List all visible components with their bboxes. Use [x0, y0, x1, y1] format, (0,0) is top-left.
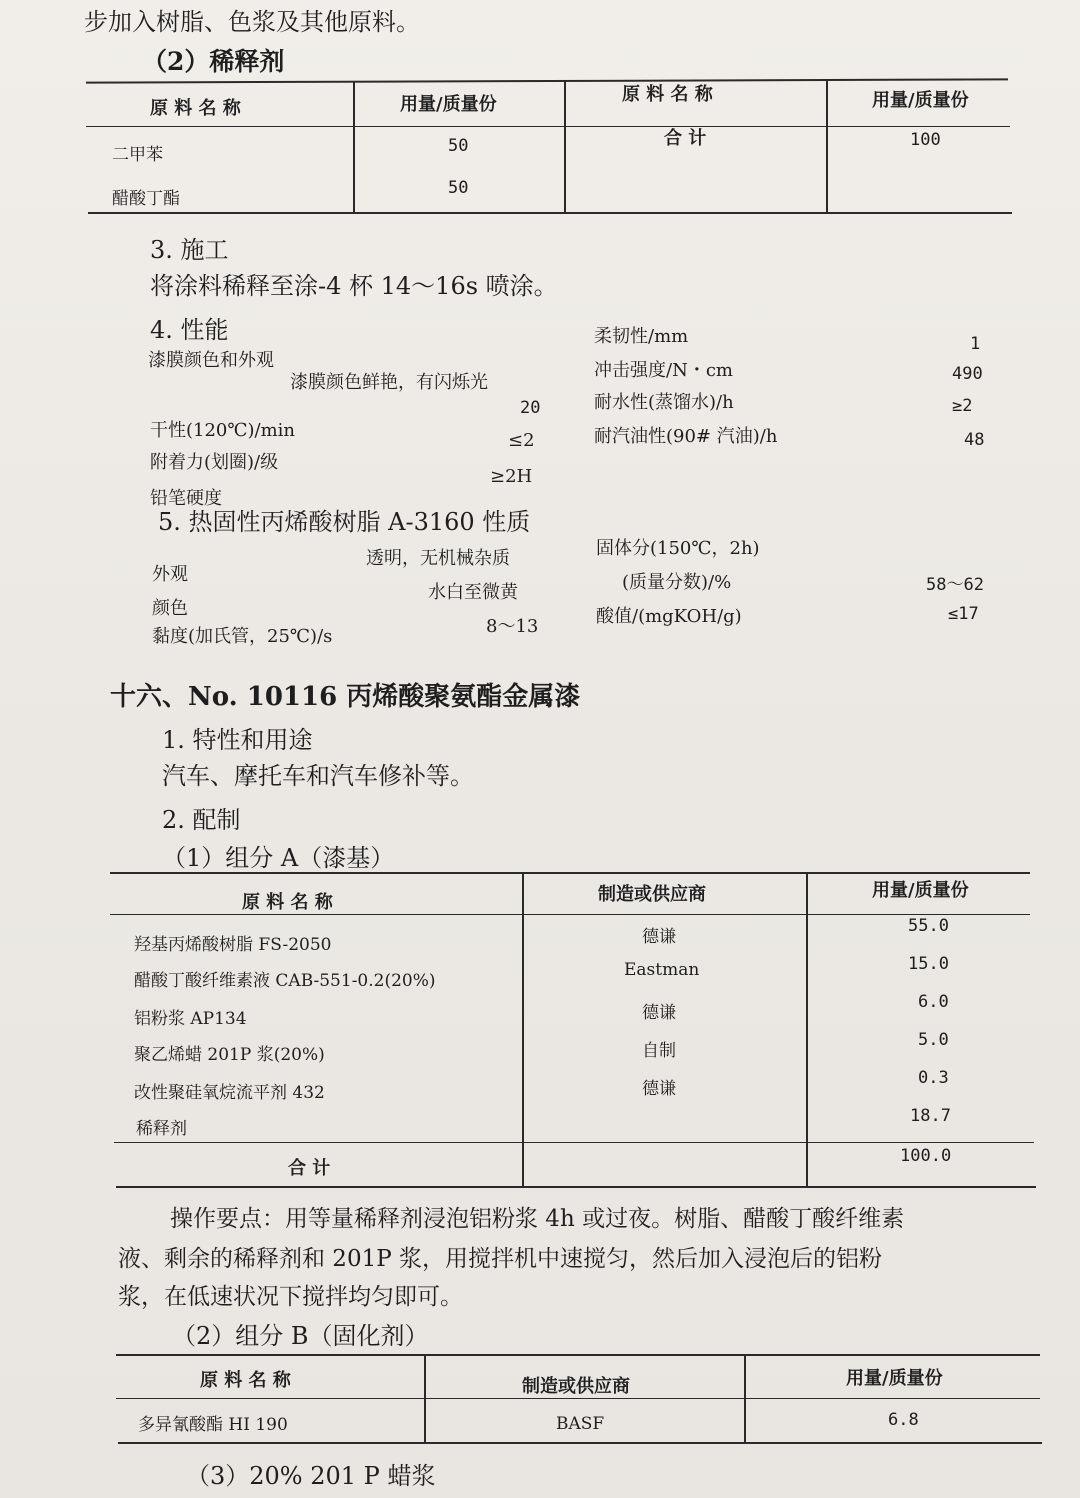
resin-solid-label: 固体分(150℃，2h) [596, 538, 760, 559]
col-header-amount: 用量/质量份 [872, 880, 969, 901]
col-header-name: 原 料 名 称 [150, 98, 241, 119]
col-header-name: 原 料 名 称 [200, 1370, 291, 1391]
table-row-supplier: 自制 [642, 1041, 676, 1061]
table-total-rule [114, 1142, 1034, 1143]
resin-acid-value: ≤17 [948, 604, 979, 624]
usage-heading: 1. 特性和用途 [162, 726, 313, 754]
operation-line-3: 浆，在低速状况下搅拌均匀即可。 [118, 1284, 463, 1310]
operation-line-1: 操作要点：用等量稀释剂浸泡铝粉浆 4h 或过夜。树脂、醋酸丁酸纤维素 [170, 1206, 905, 1232]
perf-right-label: 冲击强度/N・cm [594, 360, 733, 381]
table-row-amount: 6.0 [918, 992, 949, 1012]
resin-solid-label-2: (质量分数)/% [622, 572, 732, 593]
table-row-amount: 55.0 [908, 916, 949, 936]
perf-right-label: 柔韧性/mm [594, 326, 689, 347]
construction-heading: 3. 施工 [150, 236, 229, 264]
perf-dry-label: 干性(120℃)/min [150, 420, 296, 441]
perf-right-label: 耐汽油性(90# 汽油)/h [594, 426, 778, 447]
perf-color-label: 漆膜颜色和外观 [148, 350, 274, 371]
table-header-rule [86, 126, 1010, 127]
col-header-amount: 用量/质量份 [846, 1368, 943, 1389]
table-row-amount: 0.3 [918, 1068, 949, 1088]
table-row-amount: 15.0 [908, 954, 949, 974]
table-bottom-rule [88, 212, 1012, 214]
resin-label: 黏度(加氏管，25℃)/s [152, 626, 333, 647]
resin-solid-value: 58～62 [926, 575, 984, 595]
table-divider [424, 1356, 426, 1442]
section-title: 十六、No. 10116 丙烯酸聚氨酯金属漆 [110, 682, 581, 712]
resin-value: 8～13 [486, 616, 539, 637]
component-b-heading: （2）组分 B（固化剂） [172, 1322, 429, 1350]
table-row-name: 稀释剂 [136, 1119, 187, 1139]
operation-line-2: 液、剩余的稀释剂和 201P 浆，用搅拌机中速搅匀，然后加入浸泡后的铝粉 [118, 1246, 882, 1272]
table-header-rule [110, 914, 1030, 915]
construction-text: 将涂料稀释至涂-4 杯 14～16s 喷涂。 [150, 272, 558, 300]
table-row-name: 羟基丙烯酸树脂 FS-2050 [134, 935, 332, 955]
col-header-amount-2: 用量/质量份 [872, 90, 969, 111]
total-value: 100.0 [900, 1146, 952, 1166]
table-row-name: 二甲苯 [112, 145, 163, 165]
table-row-supplier: 德谦 [642, 1003, 676, 1023]
usage-text: 汽车、摩托车和汽车修补等。 [162, 762, 474, 790]
table-row-name: 醋酸丁酯 [112, 189, 180, 209]
table-row-amount: 50 [448, 178, 469, 198]
table-divider [744, 1356, 746, 1442]
diluent-heading: （2）稀释剂 [142, 47, 285, 76]
resin-label: 外观 [152, 564, 188, 585]
resin-acid-label: 酸值/(mgKOH/g) [596, 606, 742, 627]
prep-heading: 2. 配制 [162, 806, 241, 834]
perf-right-value: 490 [952, 364, 983, 384]
perf-right-value: ≥2 [952, 396, 973, 416]
performance-heading: 4. 性能 [150, 316, 229, 344]
intro-line: 步加入树脂、色浆及其他原料。 [84, 8, 420, 36]
perf-right-value: 48 [964, 430, 985, 450]
table-row-name: 改性聚硅氧烷流平剂 432 [134, 1083, 325, 1103]
total-value: 100 [910, 130, 941, 150]
component-a-heading: （1）组分 A（漆基） [162, 844, 395, 872]
perf-hardness-value: ≥2H [490, 466, 533, 487]
resin-label: 颜色 [152, 598, 188, 619]
table-divider [522, 874, 524, 1186]
perf-adhesion-value: ≤2 [508, 430, 535, 451]
col-header-supplier: 制造或供应商 [598, 884, 706, 905]
table-header-rule [116, 1398, 1040, 1399]
table-row-amount: 18.7 [910, 1106, 951, 1126]
total-label: 合 计 [664, 128, 707, 149]
perf-hardness-label: 铅笔硬度 [150, 488, 222, 509]
wax-heading: （3）20% 201 P 蜡浆 [186, 1462, 436, 1490]
table-row-name: 铝粉浆 AP134 [134, 1009, 247, 1029]
table-row-amount: 6.8 [888, 1410, 919, 1430]
table-row-supplier: 德谦 [642, 927, 676, 947]
resin-heading: 5. 热固性丙烯酸树脂 A-3160 性质 [158, 508, 531, 536]
table-row-supplier: BASF [556, 1414, 605, 1434]
table-top-rule [86, 78, 1008, 83]
col-header-name: 原 料 名 称 [242, 892, 333, 913]
table-row-supplier: 德谦 [642, 1079, 676, 1099]
table-row-supplier: Eastman [624, 960, 700, 980]
table-row-name: 多异氰酸酯 HI 190 [138, 1415, 288, 1435]
table-row-name: 聚乙烯蜡 201P 浆(20%) [134, 1045, 325, 1065]
table-top-rule [110, 872, 1030, 874]
perf-adhesion-label: 附着力(划圈)/级 [150, 452, 279, 473]
col-header-amount: 用量/质量份 [400, 94, 497, 115]
col-header-name-2: 原 料 名 称 [622, 84, 713, 105]
resin-value: 水白至微黄 [428, 582, 518, 603]
table-divider [353, 82, 355, 212]
table-bottom-rule [116, 1186, 1036, 1188]
table-divider [826, 80, 828, 212]
resin-value: 透明，无机械杂质 [366, 548, 510, 569]
table-bottom-rule [118, 1442, 1042, 1444]
total-label: 合 计 [288, 1158, 331, 1179]
perf-right-value: 1 [970, 334, 981, 354]
table-divider [564, 80, 566, 212]
table-row-amount: 5.0 [918, 1030, 949, 1050]
table-top-rule [116, 1354, 1040, 1356]
table-divider [806, 872, 808, 1186]
table-row-amount: 50 [448, 136, 469, 156]
perf-dry-value: 20 [520, 398, 541, 418]
col-header-supplier: 制造或供应商 [522, 1376, 630, 1397]
perf-right-label: 耐水性(蒸馏水)/h [594, 392, 734, 413]
table-row-name: 醋酸丁酸纤维素液 CAB-551-0.2(20%) [134, 971, 436, 991]
perf-color-value: 漆膜颜色鲜艳，有闪烁光 [290, 372, 488, 393]
